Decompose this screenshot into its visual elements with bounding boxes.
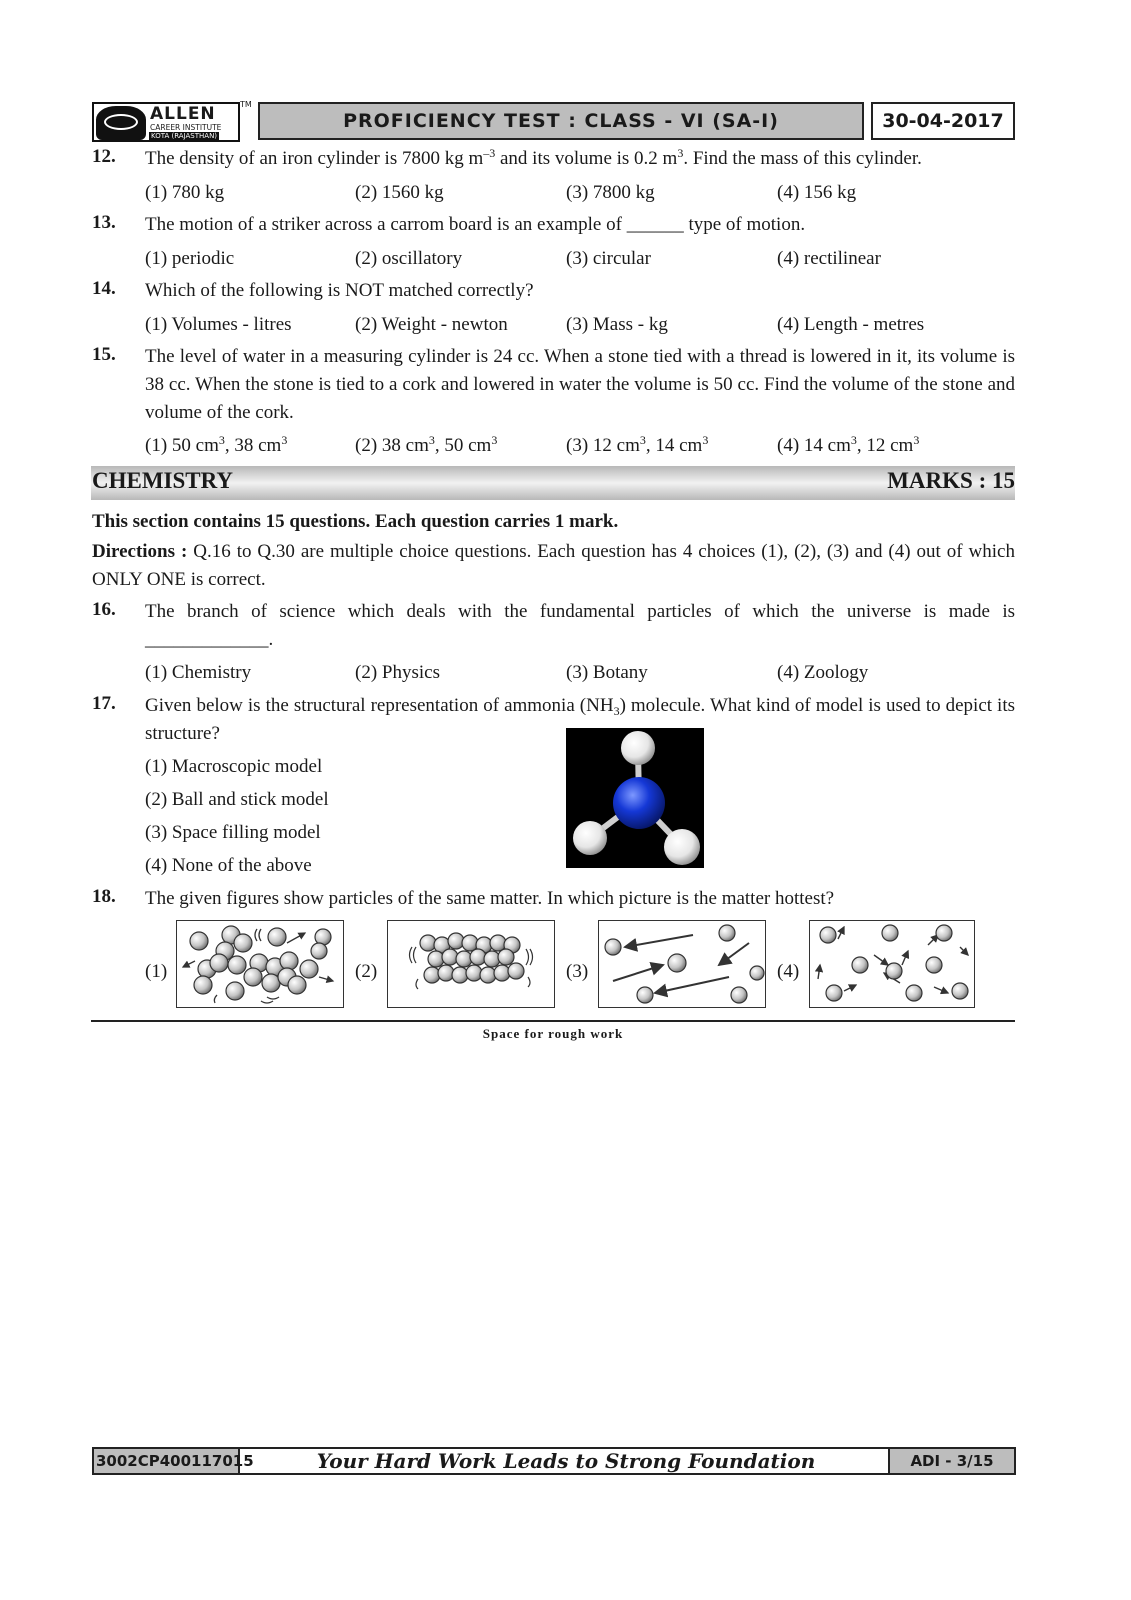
paper-code: 3002CP400117015 (94, 1449, 240, 1473)
test-date: 30-04-2017 (871, 102, 1015, 140)
option-15-4[interactable]: (4) 14 $cm^3$, 12 $cm^3$ (777, 433, 920, 456)
option-14-1[interactable]: (1) Volumes - litres (145, 314, 292, 335)
option-17-4[interactable]: (4) None of the above (145, 855, 312, 876)
option-12-1[interactable]: (1) 780 kg (145, 182, 225, 203)
question-number-12: 12. (92, 146, 116, 167)
logo-location: KOTA (RAJASTHAN) (151, 132, 218, 140)
option-15-1[interactable]: (1) 50 $cm^3$, 38 $cm^3$ (145, 433, 288, 456)
question-text-13: The motion of a striker across a carrom board is an example of ______ type of motion. (145, 214, 806, 235)
option-16-2[interactable]: (2) Physics (355, 662, 440, 683)
option-17-3[interactable]: (3) Space filling model (145, 822, 321, 843)
ball-and-stick-model-icon (566, 728, 704, 868)
option-17-2[interactable]: (2) Ball and stick model (145, 789, 329, 810)
option-14-2[interactable]: (2) Weight - newton (355, 314, 508, 335)
option-13-1[interactable]: (1) periodic (145, 248, 235, 269)
section-title: CHEMISTRY (92, 468, 234, 493)
option-16-3[interactable]: (3) Botany (566, 662, 648, 683)
question-text-16: The branch of science which deals with the fundamental particles of which the universe is made is _____________. (145, 601, 1015, 650)
rough-work-label: Space for rough work (482, 1026, 624, 1041)
option-18-3[interactable]: (3) (566, 961, 589, 982)
particles-figure-2 (387, 920, 555, 1008)
option-12-4[interactable]: (4) 156 kg (777, 182, 857, 203)
page-footer (92, 1447, 1016, 1475)
option-15-3[interactable]: (3) 12 $cm^3$, 14 $cm^3$ (566, 433, 709, 456)
particles-figure-4 (809, 920, 975, 1008)
logo-brand: ALLEN (150, 104, 216, 124)
logo-subtitle: CAREER INSTITUTE (150, 123, 222, 132)
rough-work-divider (91, 1020, 1015, 1022)
allen-logo (92, 100, 252, 142)
option-16-1[interactable]: (1) Chemistry (145, 662, 252, 683)
logo-car-icon (96, 106, 146, 140)
option-18-1[interactable]: (1) (145, 961, 168, 982)
option-18-4[interactable]: (4) (777, 961, 800, 982)
option-12-3[interactable]: (3) 7800 kg (566, 182, 655, 203)
page-title: PROFICIENCY TEST : CLASS - VI (SA-I) (258, 102, 864, 140)
section-intro: This section contains 15 questions. Each question carries 1 mark. (92, 511, 619, 532)
option-13-4[interactable]: (4) rectilinear (777, 248, 881, 269)
question-text-12: The density of an iron cylinder is 7800 kg $m^{-3}$ and its volume is 0.2 $m^3$. Find the mass of this cylinder. (145, 146, 922, 169)
option-18-2[interactable]: (2) (355, 961, 378, 982)
option-13-2[interactable]: (2) oscillatory (355, 248, 463, 269)
option-17-1[interactable]: (1) Macroscopic model (145, 756, 323, 777)
question-text-18: The given figures show particles of the same matter. In which picture is the matter hottest? (145, 888, 835, 909)
ammonia-molecule-image (566, 728, 704, 868)
question-number-14: 14. (92, 278, 116, 299)
option-14-3[interactable]: (3) Mass - kg (566, 314, 668, 335)
logo-trademark: TM (240, 100, 252, 109)
section-marks: MARKS : 15 (887, 468, 1015, 493)
footer-motto: Your Hard Work Leads to Strong Foundation (316, 1449, 816, 1473)
question-number-15: 15. (92, 344, 116, 365)
page-number: ADI - 3/15 (888, 1449, 1014, 1473)
question-text-15: The level of water in a measuring cylinder is 24 cc. When a stone tied with a thread is lowered in it, its volume is 38 cc. When the stone is tied to a cork and lowered in water the volume is 50 cc. Find the volume of the stone and volume of the cork. (145, 346, 1015, 423)
question-number-18: 18. (92, 886, 116, 907)
option-15-2[interactable]: (2) 38 $cm^3$, 50 $cm^3$ (355, 433, 498, 456)
question-text-17: Given below is the structural representation of ammonia $(NH_3)$ molecule. What kind of model is used to depict its structure? (145, 695, 1016, 744)
question-number-17: 17. (92, 693, 116, 714)
option-13-3[interactable]: (3) circular (566, 248, 651, 269)
option-14-4[interactable]: (4) Length - metres (777, 314, 925, 335)
particles-figure-3 (598, 920, 766, 1008)
option-12-2[interactable]: (2) 1560 kg (355, 182, 444, 203)
option-16-4[interactable]: (4) Zoology (777, 662, 869, 683)
question-number-13: 13. (92, 212, 116, 233)
question-text-14: Which of the following is NOT matched correctly? (145, 280, 534, 301)
particles-figure-1 (176, 920, 344, 1008)
section-directions: Directions : Q.16 to Q.30 are multiple choice questions. Each question has 4 choices (1), (2), (3) and (4) out of which ONLY ONE is correct. (92, 541, 1015, 590)
question-number-16: 16. (92, 599, 116, 620)
